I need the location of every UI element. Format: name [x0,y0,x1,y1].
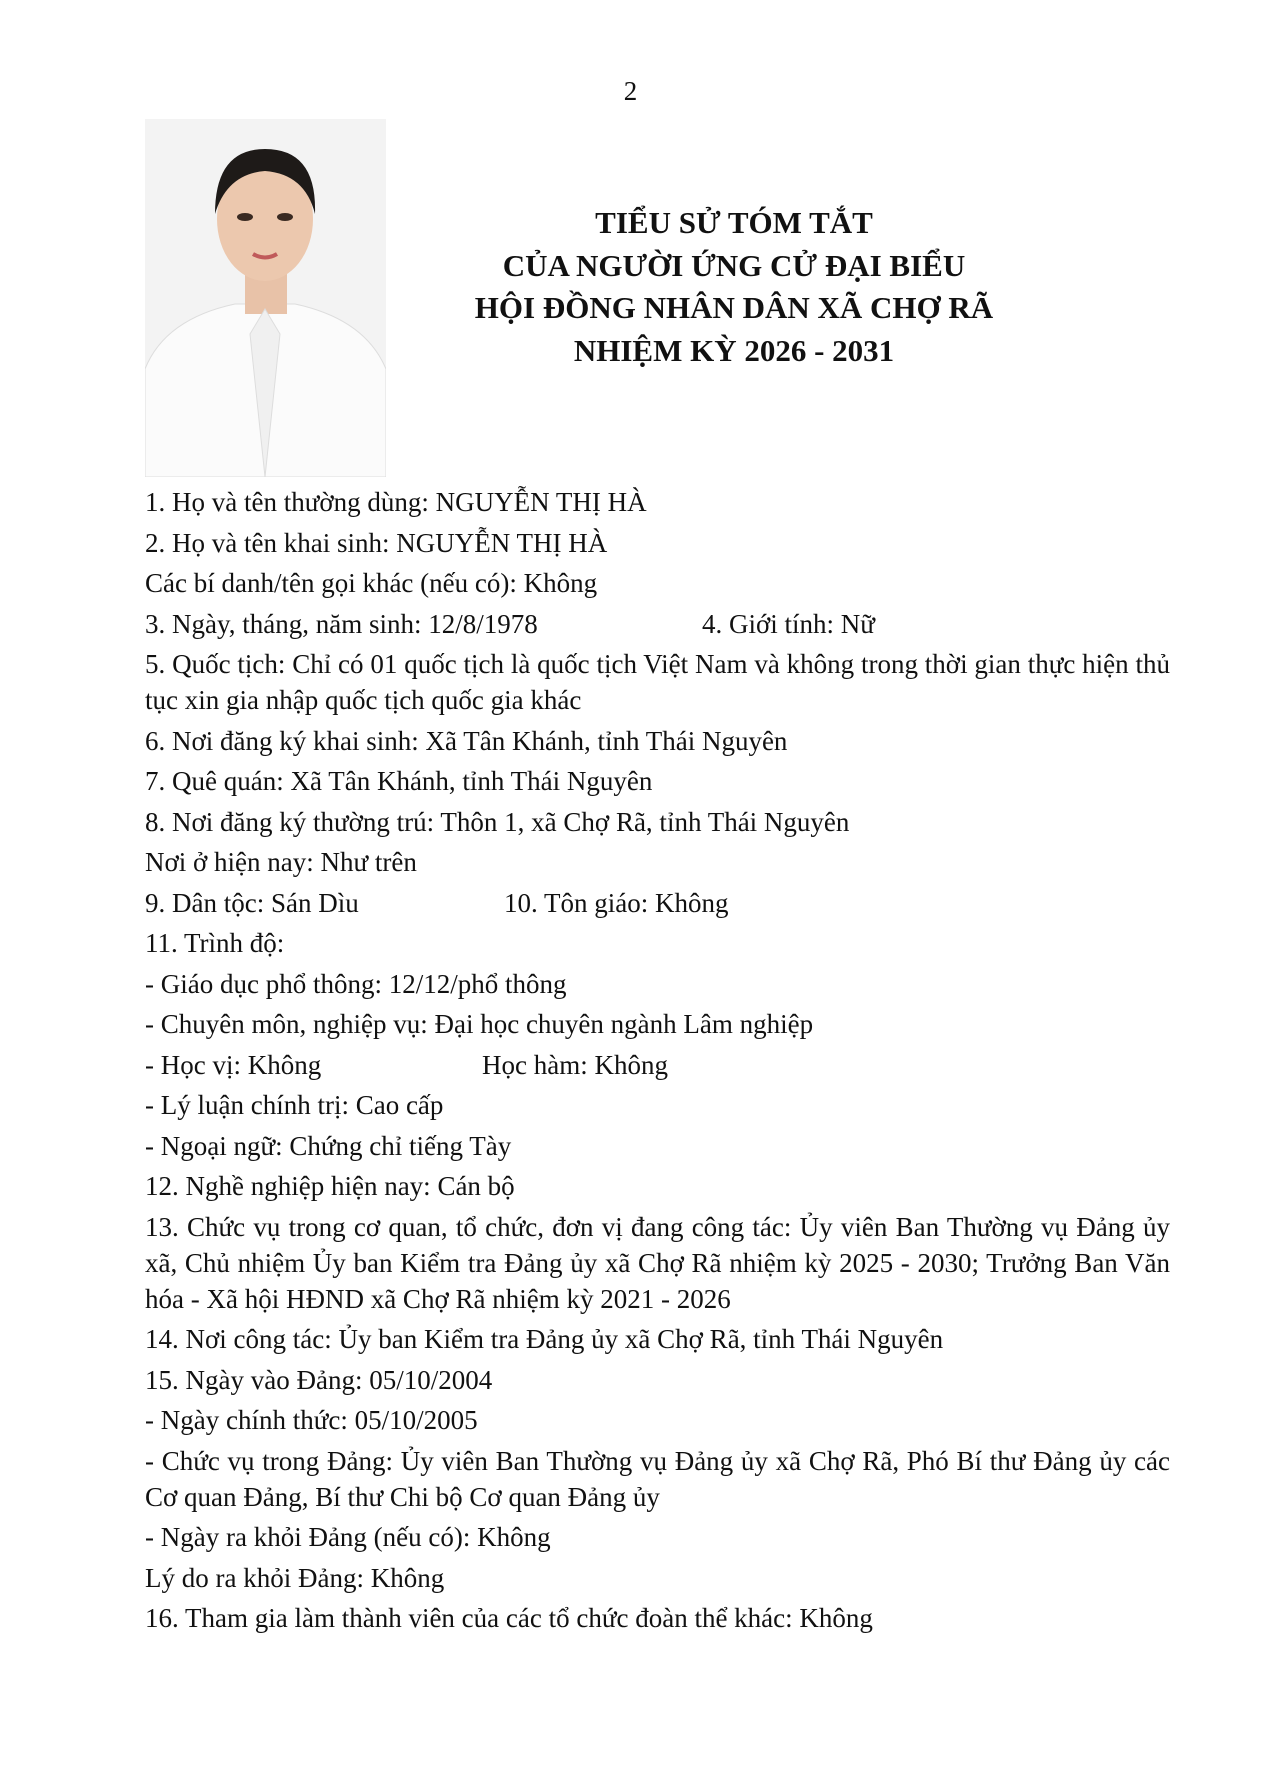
title-line-2: CỦA NGƯỜI ỨNG CỬ ĐẠI BIỂU [502,247,966,283]
academic-degree: - Học vị: Không [145,1049,322,1080]
degree-rank-row [145,1047,1170,1083]
workplace: 14. Nơi công tác: Ủy ban Kiểm tra Đảng ủy xã Chợ Rã, tỉnh Thái Nguyên [145,1324,944,1354]
current-residence: Nơi ở hiện nay: Như trên [145,847,417,877]
academic-rank: Học hàm: Không [482,1049,668,1080]
aliases: Các bí danh/tên gọi khác (nếu có): Không [145,568,598,598]
official-membership-date: - Ngày chính thức: 05/10/2005 [145,1405,478,1435]
political-theory: - Lý luận chính trị: Cao cấp [145,1090,444,1120]
nationality: 5. Quốc tịch: Chỉ có 01 quốc tịch là quốc tịch Việt Nam và không trong thời gian thực hiện thủ tục xin gia nhập quốc tịch quốc gia khác [145,649,1170,715]
date-of-birth: 3. Ngày, tháng, năm sinh: 12/8/1978 [145,608,538,639]
other-organizations: 16. Tham gia làm thành viên của các tổ chức đoàn thể khác: Không [145,1603,873,1633]
religion: 10. Tôn giáo: Không [504,887,729,918]
foreign-language: - Ngoại ngữ: Chứng chỉ tiếng Tày [145,1130,512,1161]
party-position: - Chức vụ trong Đảng: Ủy viên Ban Thường vụ Đảng ủy xã Chợ Rã, Phó Bí thư Đảng ủy các Cơ quan Đảng, Bí thư Chi bộ Cơ quan Đảng ủy [145,1445,1170,1512]
common-name: 1. Họ và tên thường dùng: NGUYỄN THỊ HÀ [145,487,647,517]
party-leave-date: - Ngày ra khỏi Đảng (nếu có): Không [145,1522,551,1552]
current-position: 13. Chức vụ trong cơ quan, tổ chức, đơn vị đang công tác: Ủy viên Ban Thường vụ Đảng ủy xã, Chủ nhiệm Ủy ban Kiểm tra Đảng ủy xã Chợ Rã nhiệm kỳ 2025 - 2030; Trưởng Ban Văn hóa - Xã hội HĐND xã Chợ Rã nhiệm kỳ 2021 - 2026 [145,1211,1170,1314]
document-title [420,202,1048,372]
ethnicity: 9. Dân tộc: Sán Dìu [145,887,359,918]
gender: 4. Giới tính: Nữ [702,608,875,639]
party-admission-date: 15. Ngày vào Đảng: 05/10/2004 [145,1364,493,1395]
hometown: 7. Quê quán: Xã Tân Khánh, tỉnh Thái Nguyên [145,766,653,796]
title-line-1: TIỂU SỬ TÓM TẮT [595,205,873,240]
candidate-portrait-photo [145,119,386,477]
title-line-3: HỘI ĐỒNG NHÂN DÂN XÃ CHỢ RÃ [474,290,994,325]
page-number: 2 [623,76,638,106]
party-leave-reason: Lý do ra khỏi Đảng: Không [145,1562,445,1593]
ethnicity-religion-row [145,885,1170,921]
general-education: - Giáo dục phổ thông: 12/12/phổ thông [145,968,567,999]
title-line-4: NHIỆM KỲ 2026 - 2031 [573,332,895,368]
permanent-residence: 8. Nơi đăng ký thường trú: Thôn 1, xã Chợ Rã, tỉnh Thái Nguyên [145,806,850,837]
birth-name: 2. Họ và tên khai sinh: NGUYỄN THỊ HÀ [145,527,608,558]
professional-qualification: - Chuyên môn, nghiệp vụ: Đại học chuyên ngành Lâm nghiệp [145,1009,814,1039]
current-occupation: 12. Nghề nghiệp hiện nay: Cán bộ [145,1171,515,1201]
birth-and-gender-row [145,606,1170,642]
birth-registration-place: 6. Nơi đăng ký khai sinh: Xã Tân Khánh, tỉnh Thái Nguyên [145,725,788,756]
biography-body [145,484,1170,1641]
qualifications-heading: 11. Trình độ: [145,928,285,958]
